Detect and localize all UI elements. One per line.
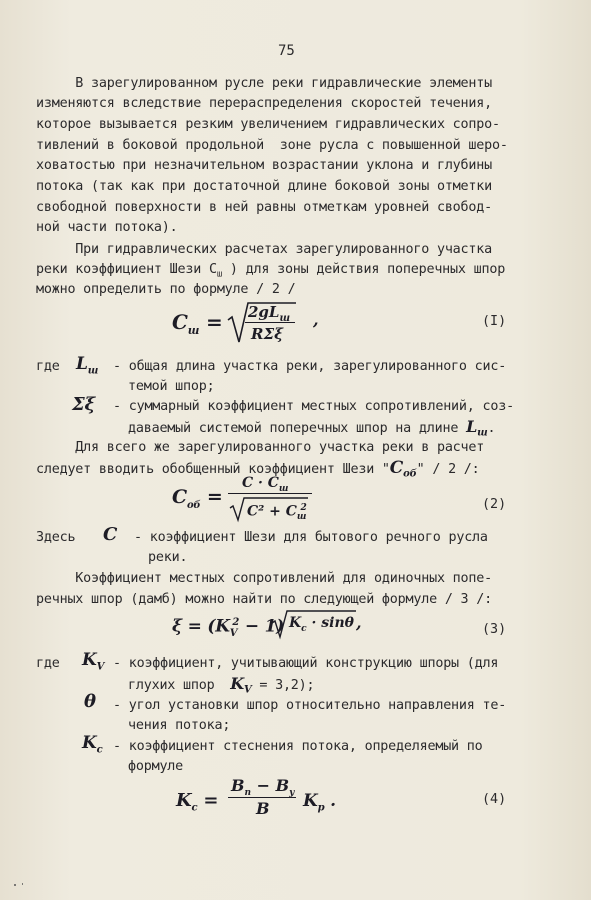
text-line: Коэффициент местных сопротивлений для одиночных попе- [36, 571, 492, 586]
definition-line: - суммарный коэффициент местных сопротивлений, соз- [113, 399, 514, 414]
formula-expression: $\xi = (K_V^2 - 1)$ [172, 616, 285, 640]
where-label: где [36, 359, 60, 374]
formula-denominator: B [256, 799, 270, 818]
formula-number: (I) [482, 314, 507, 329]
formula-numerator: $2gL_ш$ [248, 303, 291, 324]
formula-lhs: $C_{об}$ = [172, 486, 223, 511]
text-line: ной части потока). [36, 220, 178, 235]
text-line: которое вызывается резким увеличением гидравлических сопро- [36, 117, 500, 132]
symbol-theta: θ [84, 691, 96, 712]
text-line: можно определить по формуле / 2 / [36, 282, 296, 297]
definition-line: - коэффициент Шези для бытового речного русла [134, 530, 488, 545]
formula-lhs: $K_c$ = [176, 790, 219, 814]
formula-denominator: RΣξ [251, 325, 283, 343]
text-line: потока (так как при достаточной длине боковой зоны отметки [36, 179, 492, 194]
definition-line: чения потока; [128, 718, 231, 733]
formula-numerator: $C \cdot C_ш$ [242, 475, 289, 494]
formula-comma: , [356, 613, 362, 632]
page-number: 75 [278, 43, 295, 59]
definition-line: - общая длина участка реки, зарегулированного сис- [113, 359, 507, 374]
fraction-bar [228, 797, 296, 798]
where-label: где [36, 656, 60, 671]
definition-line: - коэффициент стеснения потока, определяемый по [113, 739, 483, 754]
here-label: Здесь [36, 530, 76, 545]
text-line: При гидравлических расчетах зарегулированного участка [36, 242, 492, 257]
definition-line: реки. [148, 550, 188, 565]
formula-numerator: $B_n - B_y$ [231, 776, 295, 799]
text-line: тивлений в боковой продольной зоне русла с повышенной шеро- [36, 138, 508, 153]
symbol-C: C [103, 524, 118, 545]
formula-number: (4) [482, 792, 507, 807]
text-line: ховатостью при незначительном возрастании уклона и глубины [36, 158, 492, 173]
formula-number: (3) [482, 622, 507, 637]
text-line: свободной поверхности в ней равны отметкам уровней свобод- [36, 200, 492, 215]
fraction-bar [245, 322, 295, 323]
formula-number: (2) [482, 497, 507, 512]
formula-rhs: $K_p$ . [303, 791, 336, 814]
formula-comma: , [313, 310, 319, 329]
text-line: речных шпор (дамб) можно найти по следующей формуле / 3 /: [36, 592, 492, 607]
scan-speck [22, 883, 23, 885]
fraction-bar [228, 493, 312, 494]
text-line: следует вводить обобщенный коэффициент Шези "$C_{об}$" / 2 /: [36, 458, 480, 480]
text-line: реки коэффициент Шези $С_ш$ ) для зоны действия поперечных шпор [36, 262, 506, 280]
text-line: изменяются вследствие перераспределения скоростей течения, [36, 96, 492, 111]
scan-speck [14, 884, 16, 886]
formula-lhs: $C_ш$ = [172, 310, 223, 337]
formula-sqrt-content: $K_c \cdot \sin\theta$ [289, 615, 354, 634]
symbol-Kv: $K_V$ [82, 650, 105, 673]
text-line: Для всего же зарегулированного участка реки в расчет [36, 440, 485, 455]
symbol-sum-xi: Σξ [72, 394, 95, 415]
definition-line: формуле [128, 759, 184, 774]
definition-line: - угол установки шпор относительно направления те- [113, 698, 507, 713]
text-line: В зарегулированном русле реки гидравлические элементы [36, 76, 492, 91]
symbol-Kc: $K_c$ [82, 733, 103, 756]
definition-line: темой шпор; [128, 379, 215, 394]
definition-line: даваемый системой поперечных шпор на длине $L_ш$. [128, 417, 496, 439]
formula-denominator: $C^2 + C_ш^2$ [247, 503, 307, 523]
definition-line: глухих шпор $K_V = 3,2$); [128, 674, 315, 696]
symbol-L-sh: $L_ш$ [76, 354, 99, 377]
definition-line: - коэффициент, учитывающий конструкцию шпоры (для [113, 656, 499, 671]
